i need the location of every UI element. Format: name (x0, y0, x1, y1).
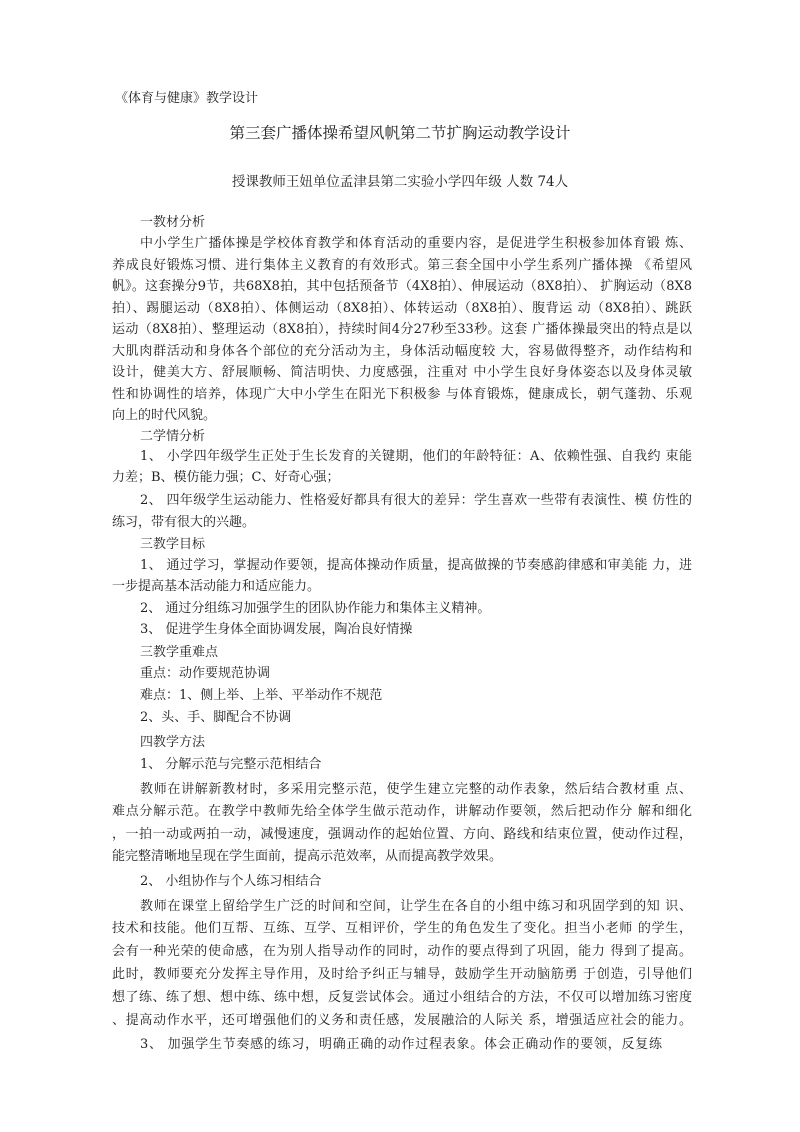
section-heading: 三教学重难点 (140, 645, 219, 660)
paragraph-line: 会有一种光荣的使命感，在为别人指导动作的同时，动作的要点得到了巩固，能力 得到了提高。 (112, 944, 692, 959)
paragraph-line: 、提高动作水平，还可增强他们的义务和责任感，发展融洽的人际关 系，增强适应社会的能力。 (112, 1013, 692, 1028)
paragraph-line: 2、 四年级学生运动能力、性格爱好都具有很大的差异：学生喜欢一些带有表演性、模 仿性的 (140, 493, 692, 508)
paragraph-line: 1、 通过学习，掌握动作要领，提高体操动作质量，提高做操的节奏感韵律感和审美能 力，进 (140, 558, 692, 573)
paragraph-line: 1、 分解示范与完整示范相结合 (140, 757, 322, 772)
paragraph-line: 帆》。这套操分9节，共68X8拍，其中包括预备节（4X8拍）、伸展运动（8X8拍）、 扩胸运动（8X8 (112, 279, 692, 294)
paragraph-line: 3、 促进学生身体全面协调发展，陶冶良好情操 (140, 622, 413, 637)
section-heading: 一教材分析 (140, 215, 206, 230)
paragraph-line: 此时，教师要充分发挥主导作用，及时给予纠正与辅导，鼓励学生开动脑筋勇 于创造，引导他们 (112, 967, 692, 982)
paragraph-line: 1、 小学四年级学生正处于生长发育的关键期，他们的年龄特征：A、依赖性强、自我约 束能 (140, 449, 692, 464)
section-heading: 二学情分析 (140, 429, 206, 444)
paragraph-line: 教师在课堂上留给学生广泛的时间和空间，让学生在各自的小组中练习和巩固学到的知 识、 (140, 899, 692, 914)
paragraph-line: 重点：动作要规范协调 (140, 666, 271, 681)
paragraph-line: 能完整清晰地呈现在学生面前，提高示范效率，从而提高教学效果。 (112, 849, 503, 864)
paragraph-line: 2、 小组协作与个人练习相结合 (140, 874, 322, 889)
paragraph-line: 运动（8X8拍）、整理运动（8X8拍），持续时间4分27秒至33秒。这套 广播体操最突出的特点是以 (112, 322, 692, 337)
paragraph-line: 2、头、手、脚配合不协调 (140, 710, 292, 725)
paragraph-line: 中小学生广播体操是学校体育教学和体育活动的重要内容，是促进学生积极参加体育锻 炼、 (140, 236, 692, 251)
document-header: 《体育与健康》教学设计 (115, 91, 259, 106)
paragraph-line: 一步提高基本活动能力和适应能力。 (112, 579, 321, 594)
paragraph-line: 教师在讲解新教材时，多采用完整示范，使学生建立完整的动作表象，然后结合教材重 点、 (140, 782, 692, 797)
paragraph-line: 设计，健美大方、舒展顺畅、简洁明快、力度感强，注重对 中小学生良好身体姿态以及身体灵敏 (112, 365, 692, 380)
paragraph-line: 难点分解示范。在教学中教师先给全体学生做示范动作，讲解动作要领，然后把动作分 解和细化 (112, 804, 692, 819)
paragraph-line: 大肌肉群活动和身体各个部位的充分活动为主，身体活动幅度较 大，容易做得整齐，动作结构和 (112, 344, 692, 359)
paragraph-line: 技术和技能。他们互帮、互练、互学、互相评价，学生的角色发生了变化。担当小老师 的学生， (112, 921, 692, 936)
document-title: 第三套广播体操希望风帆第二节扩胸运动教学设计 (229, 124, 571, 142)
document-subtitle: 授课教师王妞单位孟津县第二实验小学四年级 人数 74人 (231, 174, 569, 190)
paragraph-line: 2、 通过分组练习加强学生的团队协作能力和集体主义精神。 (140, 601, 491, 616)
paragraph-line: ，一拍一动或两拍一动，减慢速度，强调动作的起始位置、方向、路线和结束位置，使动作过程， (112, 827, 692, 842)
paragraph-line: 力差；B、模仿能力强；C、好奇心强； (112, 470, 340, 485)
paragraph-line: 想了练、练了想、想中练、练中想，反复尝试体会。通过小组结合的方法，不仅可以增加练习密度 (112, 990, 692, 1005)
paragraph-line: 拍）、踢腿运动（8X8拍）、体侧运动（8X8拍）、体转运动（8X8拍）、腹背运 动（8X8拍）、跳跃 (112, 301, 692, 316)
paragraph-line: 性和协调性的培养，体现广大中小学生在阳光下积极参 与体育锻炼，健康成长，朝气蓬勃、乐观 (112, 387, 692, 402)
paragraph-line: 3、 加强学生节奏感的练习，明确正确的动作过程表象。体会正确动作的要领，反复练 (140, 1037, 662, 1052)
paragraph-line: 养成良好锻炼习惯、进行集体主义教育的有效形式。第三套全国中小学生系列广播体操 《希望风 (112, 258, 692, 273)
paragraph-line: 难点：1、侧上举、上举、平举动作不规范 (140, 688, 383, 703)
section-heading: 四教学方法 (140, 735, 206, 750)
paragraph-line: 向上的时代风貌。 (112, 408, 217, 423)
section-heading: 三教学目标 (140, 537, 206, 552)
paragraph-line: 练习，带有很大的兴趣。 (112, 515, 256, 530)
